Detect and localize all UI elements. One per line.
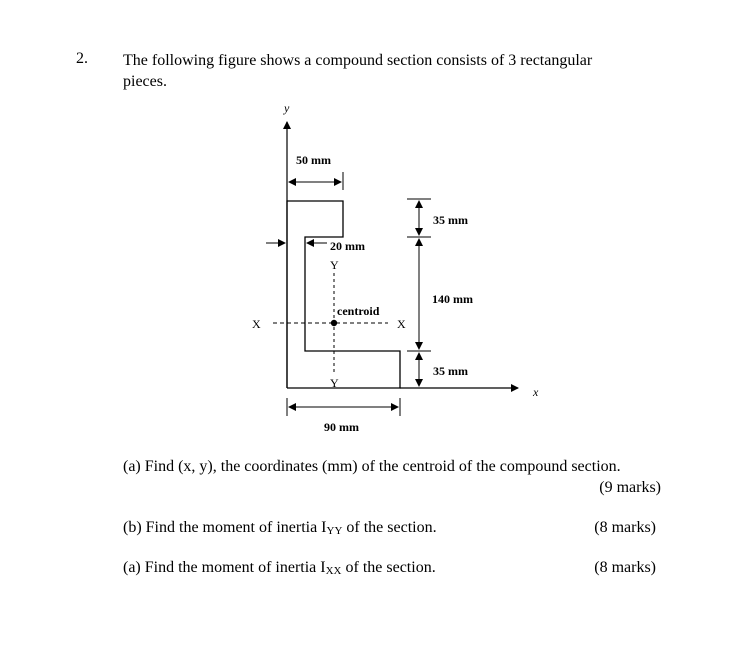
part-c-text: (a) Find the moment of inertia $I_{XX}$ of the section. [123, 559, 436, 577]
question-text-line2: pieces. [123, 73, 167, 90]
x-axis-label: x [533, 385, 539, 399]
xx-right-label: X [397, 317, 406, 331]
yy-top-label: Y [330, 258, 339, 272]
dim-web-thickness-label: 20 mm [330, 239, 365, 253]
question-text-line1: The following figure shows a compound section consists of 3 rectangular [123, 52, 593, 69]
centroid-point [331, 320, 337, 326]
dim-top-width-label: 50 mm [296, 153, 331, 167]
part-c-marks: (8 marks) [594, 559, 656, 576]
dim-bottom-flange-label: 35 mm [433, 364, 468, 378]
xx-left-label: X [252, 317, 261, 331]
part-b-text: (b) Find the moment of inertia $I_{YY}$ of the section. [123, 519, 437, 537]
centroid-label: centroid [337, 304, 380, 318]
question-number: 2. [76, 50, 88, 67]
dim-top-flange-label: 35 mm [433, 213, 468, 227]
dim-bottom-width-label: 90 mm [324, 420, 359, 434]
part-a-text: (a) Find (x, y), the coordinates (mm) of the centroid of the compound section. [123, 458, 621, 475]
yy-bottom-label: Y [330, 376, 339, 390]
part-b-marks: (8 marks) [594, 519, 656, 536]
section-outline [287, 201, 400, 388]
dim-web-height-label: 140 mm [432, 292, 473, 306]
y-axis-label: y [284, 101, 290, 115]
part-a-marks: (9 marks) [599, 479, 661, 496]
